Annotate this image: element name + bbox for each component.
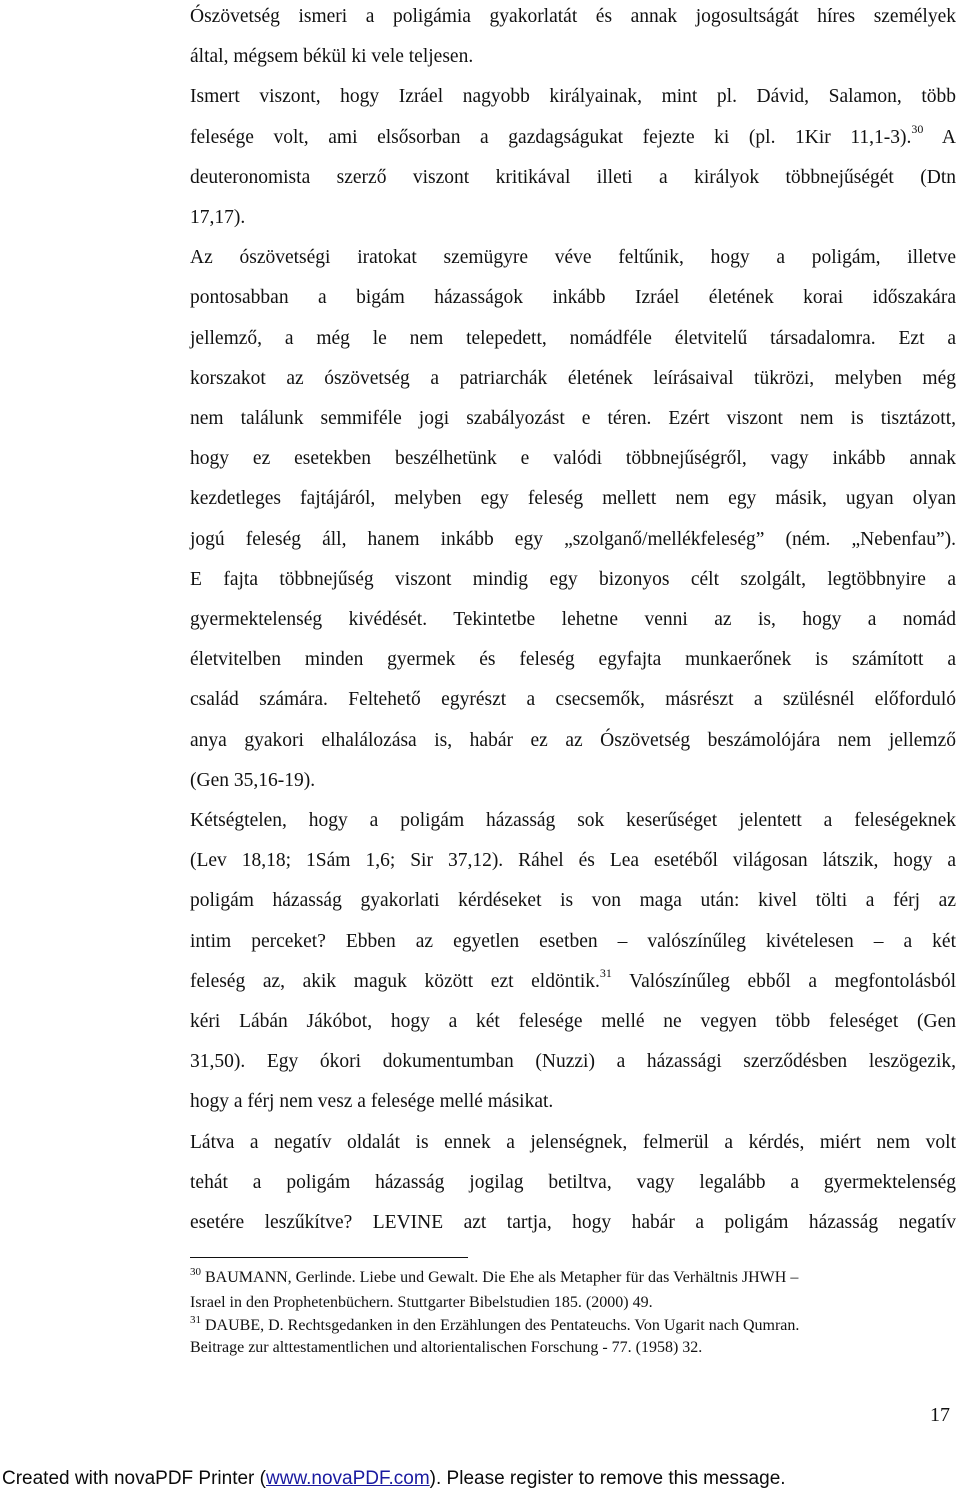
text-line: anya gyakori elhalálozása is, habár ez az Ószövetség beszámolójára nem jellemző xyxy=(190,729,956,751)
text-line: gyermektelenség kivédését. Tekintetbe lehetne venni az is, hogy a nomád xyxy=(190,609,956,630)
text-line: életvitelben minden gyermek és feleség egyfajta munkaerőnek is számított a xyxy=(190,649,956,671)
text-line: család számára. Feltehető egyrészt a csecsemők, másrészt a szülésnél előforduló xyxy=(190,689,956,711)
text-line: Ószövetség ismeri a poligámia gyakorlatát és annak jogosultságát híres személyek xyxy=(190,6,956,27)
page-number: 17 xyxy=(930,1404,950,1426)
text-line: intim perceket? Ebben az egyetlen esetben – valószínűleg kivételesen – a két xyxy=(190,930,956,952)
text-line: deuteronomista szerző viszont kritikával illeti a királyok többnejűségét (Dtn xyxy=(190,166,956,188)
text-line: által, mégsem békül ki vele teljesen. xyxy=(190,46,474,68)
text-line: felesége volt, ami elsősorban a gazdagságukat fejezte ki (pl. 1Kir 11,1-3).$^{30}$ A xyxy=(190,122,956,148)
text-line: kéri Lábán Jákóbot, hogy a két felesége mellé ne vegyen több feleséget (Gen xyxy=(190,1011,956,1032)
footnote-30-line-2: Israel in den Prophetenbüchern. Stuttgarter Bibelstudien 185. (2000) 49. xyxy=(190,1294,653,1311)
footnote-separator xyxy=(190,1257,468,1258)
text-line: hogy a férj nem vesz a felesége mellé másikat. xyxy=(190,1091,554,1113)
footnote-30-marker: 30 xyxy=(190,1265,201,1278)
text-line: kezdetleges fajtájáról, melyben egy feleség mellett nem egy másik, ugyan olyan xyxy=(190,488,956,510)
footnote-31-line-2: Beitrage zur alttestamentlichen und altorientalischen Forschung - 77. (1958) 32. xyxy=(190,1339,703,1356)
text-line: feleség az, akik maguk között ezt eldöntik.$^{31}$ Valószínűleg ebből a megfontolásból xyxy=(190,966,956,992)
text-line: 17,17). xyxy=(190,207,246,228)
text-line: Ismert viszont, hogy Izráel nagyobb királyainak, mint pl. Dávid, Salamon, több xyxy=(190,86,956,108)
text-line: Az ószövetségi iratokat szemügyre véve feltűnik, hogy a poligám, illetve xyxy=(190,247,956,269)
banner-link[interactable]: www.novaPDF.com xyxy=(266,1468,430,1489)
text-line: jellemző, a még le nem telepedett, nomádféle életvitelű társadalomra. Ezt a xyxy=(190,327,956,349)
text-line: nem találunk semmiféle jogi szabályozást e téren. Ezért viszont nem is tisztázott, xyxy=(190,408,956,429)
text-line: jogú feleség áll, hanem inkább egy „szolganő/mellékfeleség” (ném. „Nebenfau”). xyxy=(190,528,956,550)
text-line: Látva a negatív oldalát is ennek a jelenségnek, felmerül a kérdés, miért nem volt xyxy=(190,1131,956,1153)
text-line: esetére leszűkítve? LEVINE azt tartja, hogy habár a poligám házasság negatív xyxy=(190,1212,956,1233)
text-line: poligám házasság gyakorlati kérdéseket is von maga után: kivel tölti a férj az xyxy=(190,890,956,912)
text-line: (Lev 18,18; 1Sám 1,6; Sir 37,12). Ráhel és Lea esetéből világosan látszik, hogy a xyxy=(190,850,956,872)
text-line: 31,50). Egy ókori dokumentumban (Nuzzi) a házassági szerződésben leszögezik, xyxy=(190,1051,956,1073)
footnote-reference[interactable]: 31 xyxy=(599,966,612,981)
text-line: tehát a poligám házasság jogilag betiltva, vagy legalább a gyermektelenség xyxy=(190,1171,956,1193)
footnote-reference[interactable]: 30 xyxy=(911,122,924,137)
footnote-31-marker: 31 xyxy=(190,1313,201,1326)
text-line: Kétségtelen, hogy a poligám házasság sok keserűséget jelentett a feleségeknek xyxy=(190,810,956,831)
footnote-30-line-1: $^{30}$ BAUMANN, Gerlinde. Liebe und Gewalt. Die Ehe als Metapher für das Verhältnis JHWH – xyxy=(190,1265,799,1286)
footnote-31-line-1: $^{31}$ DAUBE, D. Rechtsgedanken in den Erzählungen des Pentateuchs. Von Ugarit nach Qumran. xyxy=(190,1313,800,1334)
text-line: E fajta többnejűség viszont mindig egy bizonyos célt szolgált, legtöbbnyire a xyxy=(190,568,956,590)
watermark-banner: Created with novaPDF Printer (www.novaPDF.com). Please register to remove this message. xyxy=(2,1468,786,1489)
text-line: pontosabban a bigám házasságok inkább Izráel életének korai időszakára xyxy=(190,287,956,309)
text-line: hogy ez esetekben beszélhetünk e valódi többnejűségről, vagy inkább annak xyxy=(190,448,956,470)
text-line: korszakot az ószövetség a patriarchák életének leírásaival tükrözi, melyben még xyxy=(190,367,956,389)
text-line: (Gen 35,16-19). xyxy=(190,769,316,791)
